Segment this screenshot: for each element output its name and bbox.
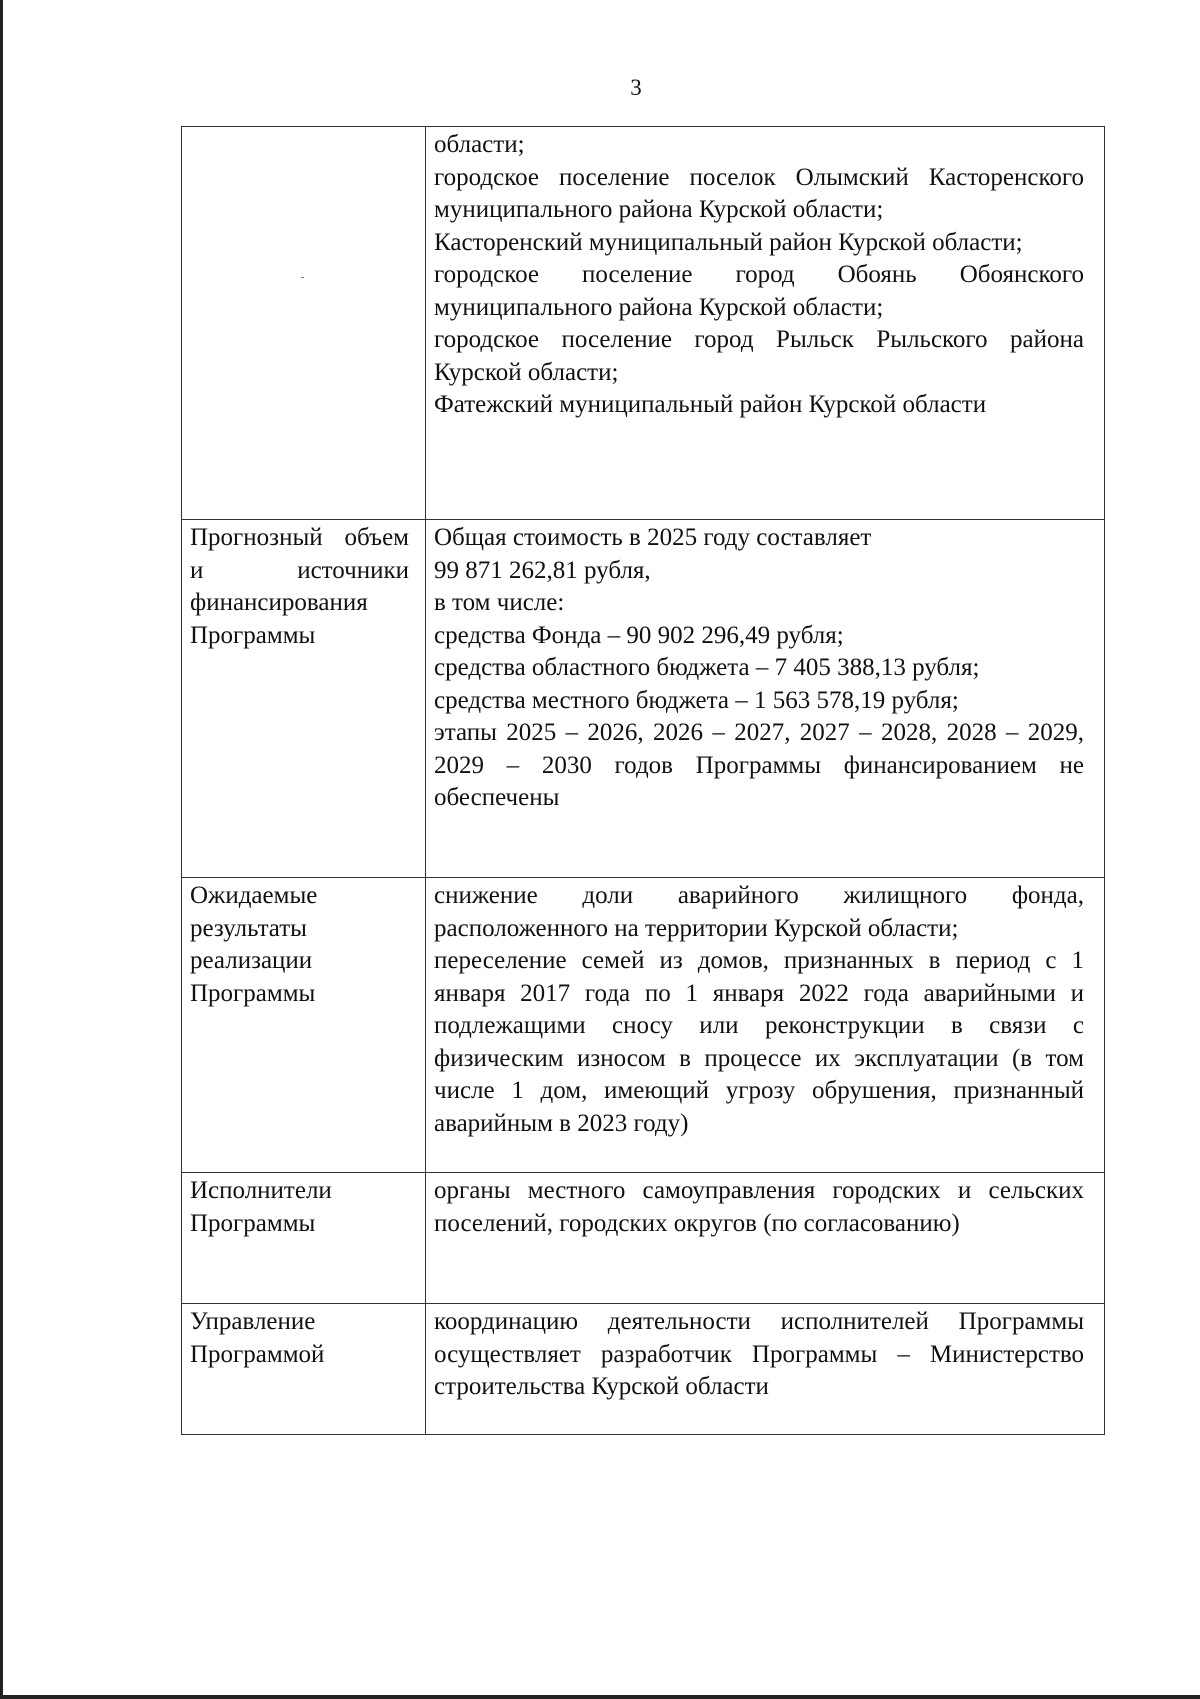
- value-line: 99 871 262,81 рубля,: [434, 556, 651, 584]
- value-line: средства местного бюджета – 1 563 578,19 рубля;: [434, 686, 959, 714]
- row-value-cell: [426, 1173, 1105, 1304]
- row-label-cell: [182, 1304, 426, 1435]
- value-line: средства Фонда – 90 902 296,49 рубля;: [434, 621, 844, 649]
- row-label: Исполнители Программы: [190, 1177, 332, 1237]
- value-line: области;: [434, 131, 525, 158]
- scan-bottom-edge: [0, 1695, 1200, 1699]
- page-number: 3: [630, 75, 642, 100]
- value-line: городское поселение город Рыльск Рыльского района Курской области;: [434, 326, 1084, 386]
- value-line: в том числе:: [434, 589, 565, 616]
- table-row: [182, 878, 1105, 1173]
- scan-left-edge: [0, 0, 3, 1699]
- value-line: средства областного бюджета – 7 405 388,13 рубля;: [434, 654, 980, 681]
- table-row: [182, 1173, 1105, 1304]
- row-label: Прогнозный объем и источники финансирования Программы: [190, 524, 409, 649]
- scan-speck: [301, 277, 304, 278]
- row-label-cell: [182, 127, 426, 520]
- table-row: [182, 1304, 1105, 1435]
- row-value-cell: [426, 1304, 1105, 1435]
- row-label-cell: [182, 1173, 426, 1304]
- row-value-cell: [426, 127, 1105, 520]
- row-value-cell: [426, 878, 1105, 1173]
- table-row: [182, 520, 1105, 878]
- value-line: координацию деятельности исполнителей Программы осуществляет разработчик Программы – Министерство строительства Курской области: [434, 1308, 1084, 1400]
- row-label: Управление Программой: [190, 1308, 325, 1368]
- program-passport-table: [181, 126, 1105, 1435]
- table-row: [182, 127, 1105, 520]
- row-label: Ожидаемые результаты реализации Программы: [190, 882, 318, 1007]
- value-line: переселение семей из домов, признанных в период с 1 января 2017 года по 1 января 2022 года аварийными и подлежащими сносу или реконструкции в связи с физическим износом в процессе их эксплуатации (в том числе 1 дом, имеющий угрозу обрушения, признанный аварийным в 2023 году): [434, 947, 1084, 1137]
- value-line: снижение доли аварийного жилищного фонда, расположенного на территории Курской области;: [434, 882, 1084, 942]
- value-line: органы местного самоуправления городских и сельских поселений, городских округов (по согласованию): [434, 1177, 1084, 1237]
- row-label-cell: [182, 520, 426, 878]
- value-line: этапы 2025 – 2026, 2026 – 2027, 2027 – 2028, 2028 – 2029, 2029 – 2030 годов Программы финансированием не обеспечены: [434, 719, 1084, 811]
- value-line: Фатежский муниципальный район Курской области: [434, 391, 987, 418]
- value-line: городское поселение поселок Олымский Касторенского муниципального района Курской области;: [434, 163, 1084, 223]
- value-line: Общая стоимость в 2025 году составляет: [434, 524, 872, 551]
- value-line: Касторенский муниципальный район Курской области;: [434, 228, 1023, 256]
- row-value-cell: [426, 520, 1105, 878]
- row-label-cell: [182, 878, 426, 1173]
- value-line: городское поселение город Обоянь Обоянского муниципального района Курской области;: [434, 261, 1084, 321]
